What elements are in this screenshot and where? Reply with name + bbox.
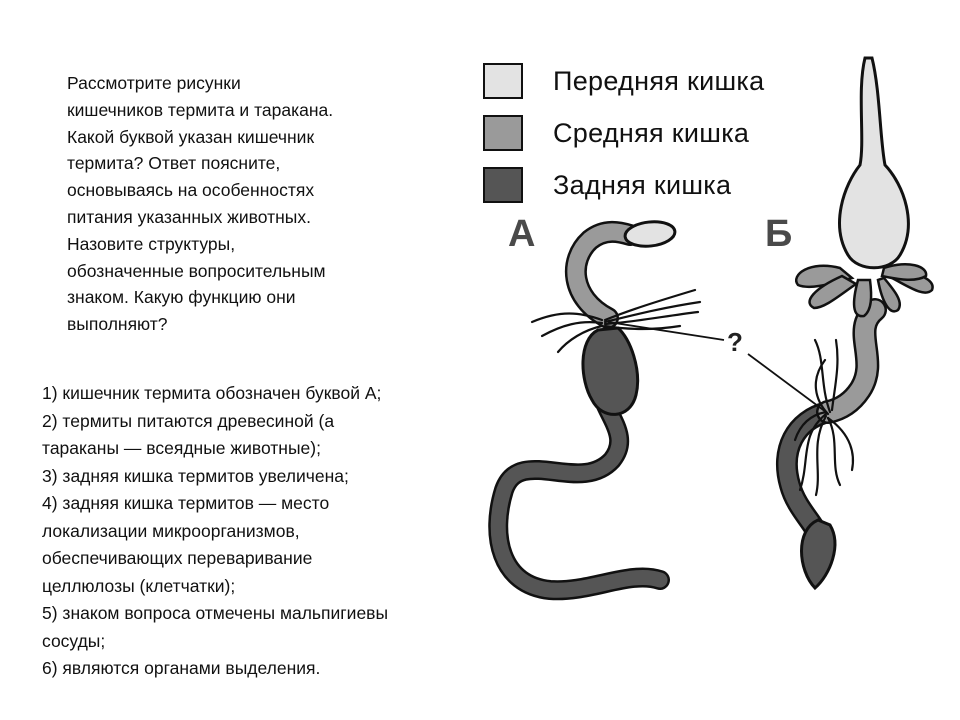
gut-b-foregut (840, 58, 909, 268)
question-line: знаком. Какую функцию они (67, 287, 296, 308)
label-b: Б (765, 213, 793, 255)
answer-line: целлюлозы (клетчатки); (42, 575, 236, 596)
legend-swatch (483, 167, 523, 203)
legend-item-hindgut (483, 159, 764, 211)
answer-line: 3) задняя кишка термитов увеличена; (42, 465, 349, 486)
answer-line: локализации микроорганизмов, (42, 520, 300, 541)
pointer-line-b (748, 354, 826, 412)
gut-a-paunch (583, 328, 638, 414)
label-a: А (508, 213, 536, 255)
answer-line: 4) задняя кишка термитов — место (42, 493, 330, 513)
answer-text (42, 380, 492, 683)
question-line: кишечников термита и таракана. (67, 99, 334, 120)
question-text (67, 70, 407, 338)
legend-label: Средняя кишка (553, 117, 750, 148)
answer-line: 1) кишечник термита обозначен буквой А; (42, 383, 382, 403)
answer-line: сосуды; (42, 630, 106, 651)
answer-line: тараканы — всеядные животные); (42, 438, 321, 458)
answer-line: 5) знаком вопроса отмечены мальпигиевы (42, 603, 389, 623)
legend-swatch (483, 63, 523, 99)
question-line: Какой буквой указан кишечник (67, 126, 315, 147)
legend (483, 55, 764, 211)
gut-b-caeca (796, 264, 932, 316)
legend-item-midgut (483, 107, 764, 159)
legend-label: Передняя кишка (553, 65, 765, 96)
legend-label: Задняя кишка (553, 169, 732, 200)
legend-item-foregut (483, 55, 764, 107)
question-line: основываясь на особенностях (67, 180, 315, 201)
question-line: питания указанных животных. (67, 206, 311, 227)
answer-line: 2) термиты питаются древесиной (а (42, 410, 335, 431)
legend-swatch (483, 115, 523, 151)
answer-line: 6) являются органами выделения. (42, 658, 321, 678)
answer-line: обеспечивающих переваривание (42, 548, 313, 568)
question-line: Рассмотрите рисунки (67, 73, 241, 93)
question-mark: ? (727, 327, 743, 357)
question-line: Назовите структуры, (67, 233, 236, 254)
question-line: обозначенные вопросительным (67, 260, 326, 281)
question-line: термита? Ответ поясните, (67, 153, 281, 174)
question-line: выполняют? (67, 314, 168, 335)
gut-a-foregut (624, 219, 676, 248)
gut-b-rectum (802, 520, 835, 588)
